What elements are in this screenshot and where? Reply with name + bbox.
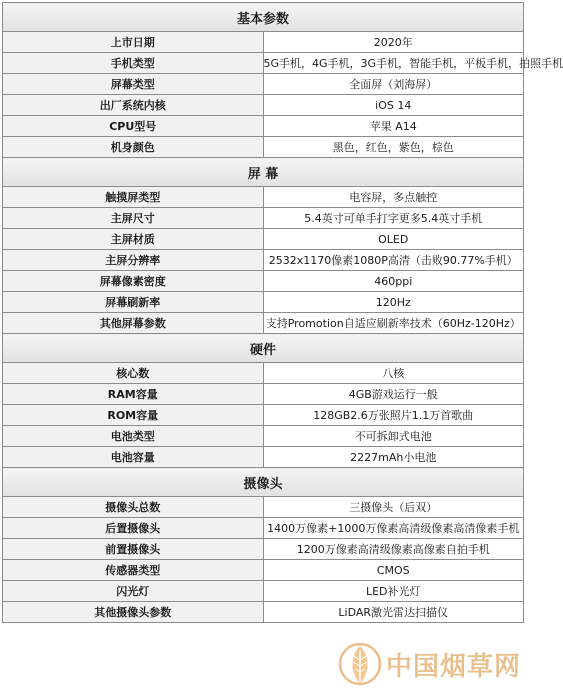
spec-label: 触摸屏类型: [3, 187, 264, 208]
spec-row: [3, 229, 524, 250]
spec-value: CMOS: [263, 560, 524, 581]
spec-row: [3, 518, 524, 539]
spec-label: 电池类型: [3, 426, 264, 447]
spec-label: CPU型号: [3, 116, 264, 137]
spec-row: [3, 313, 524, 334]
section-header-row: [3, 468, 524, 497]
spec-value: 电容屏，多点触控: [263, 187, 524, 208]
spec-value: 4GB游戏运行一般: [263, 384, 524, 405]
spec-value: LiDAR激光雷达扫描仪: [263, 602, 524, 623]
spec-label: 手机类型: [3, 53, 264, 74]
spec-row: [3, 581, 524, 602]
spec-label: 上市日期: [3, 32, 264, 53]
spec-row: [3, 74, 524, 95]
spec-table-body: [3, 3, 563, 623]
spec-value: 5.4英寸可单手打字更多5.4英寸手机: [263, 208, 524, 229]
section-header-row: [3, 158, 524, 187]
spec-label: 后置摄像头: [3, 518, 264, 539]
spec-value: 全面屏（刘海屏）: [263, 74, 524, 95]
spec-label: 屏幕像素密度: [3, 271, 264, 292]
spec-row: [3, 560, 524, 581]
spec-label: 电池容量: [3, 447, 264, 468]
spec-value: 苹果 A14: [263, 116, 524, 137]
spec-label: 传感器类型: [3, 560, 264, 581]
spec-row: [3, 539, 524, 560]
section-header-row: [3, 3, 524, 32]
spec-row: [3, 250, 524, 271]
spec-label: 摄像头总数: [3, 497, 264, 518]
section-title: 摄像头: [3, 468, 524, 497]
spec-label: ROM容量: [3, 405, 264, 426]
spec-value: 黑色，红色，紫色，棕色: [263, 137, 524, 158]
spec-value: 128GB2.6万张照片1.1万首歌曲: [263, 405, 524, 426]
spec-value: 2227mAh小电池: [263, 447, 524, 468]
spec-row: [3, 292, 524, 313]
spec-value: 5G手机，4G手机，3G手机，智能手机，平板手机，拍照手机: [263, 53, 524, 74]
spec-label: RAM容量: [3, 384, 264, 405]
spec-label: 屏幕类型: [3, 74, 264, 95]
spec-value: 八核: [263, 363, 524, 384]
spec-label: 主屏材质: [3, 229, 264, 250]
spec-label: 主屏尺寸: [3, 208, 264, 229]
spec-value: 120Hz: [263, 292, 524, 313]
watermark-text: 中国烟草网: [385, 651, 521, 682]
spec-value: 三摄像头（后双）: [263, 497, 524, 518]
spec-row: [3, 447, 524, 468]
spec-value: 460ppi: [263, 271, 524, 292]
spec-value: 1200万像素高清级像素高像素自拍手机: [263, 539, 524, 560]
spec-row: [3, 208, 524, 229]
section-header-row: [3, 334, 524, 363]
spec-row: [3, 497, 524, 518]
spec-value: LED补光灯: [263, 581, 524, 602]
spec-value: OLED: [263, 229, 524, 250]
spec-row: [3, 137, 524, 158]
spec-label: 其他摄像头参数: [3, 602, 264, 623]
spec-value: 支持Promotion自适应刷新率技术（60Hz-120Hz）: [263, 313, 524, 334]
spec-row: [3, 426, 524, 447]
spec-value: iOS 14: [263, 95, 524, 116]
spec-label: 屏幕刷新率: [3, 292, 264, 313]
spec-label: 其他屏幕参数: [3, 313, 264, 334]
spec-row: [3, 602, 524, 623]
spec-value: 2020年: [263, 32, 524, 53]
section-title: 屏 幕: [3, 158, 524, 187]
spec-value: 不可拆卸式电池: [263, 426, 524, 447]
spec-row: [3, 187, 524, 208]
spec-row: [3, 53, 524, 74]
spec-label: 主屏分辨率: [3, 250, 264, 271]
spec-label: 机身颜色: [3, 137, 264, 158]
spec-row: [3, 32, 524, 53]
spec-row: [3, 384, 524, 405]
spec-label: 核心数: [3, 363, 264, 384]
spec-row: [3, 405, 524, 426]
spec-row: [3, 271, 524, 292]
section-title: 硬件: [3, 334, 524, 363]
watermark: [338, 638, 521, 690]
tobacco-leaf-logo-icon: [338, 638, 382, 690]
spec-label: 出厂系统内核: [3, 95, 264, 116]
spec-value: 1400万像素+1000万像素高清级像素高清像素手机: [263, 518, 524, 539]
spec-value: 2532x1170像素1080P高清（击败90.77%手机）: [263, 250, 524, 271]
section-title: 基本参数: [3, 3, 524, 32]
spec-row: [3, 116, 524, 137]
spec-table: [2, 2, 563, 623]
spec-label: 闪光灯: [3, 581, 264, 602]
spec-row: [3, 363, 524, 384]
spec-row: [3, 95, 524, 116]
spec-label: 前置摄像头: [3, 539, 264, 560]
